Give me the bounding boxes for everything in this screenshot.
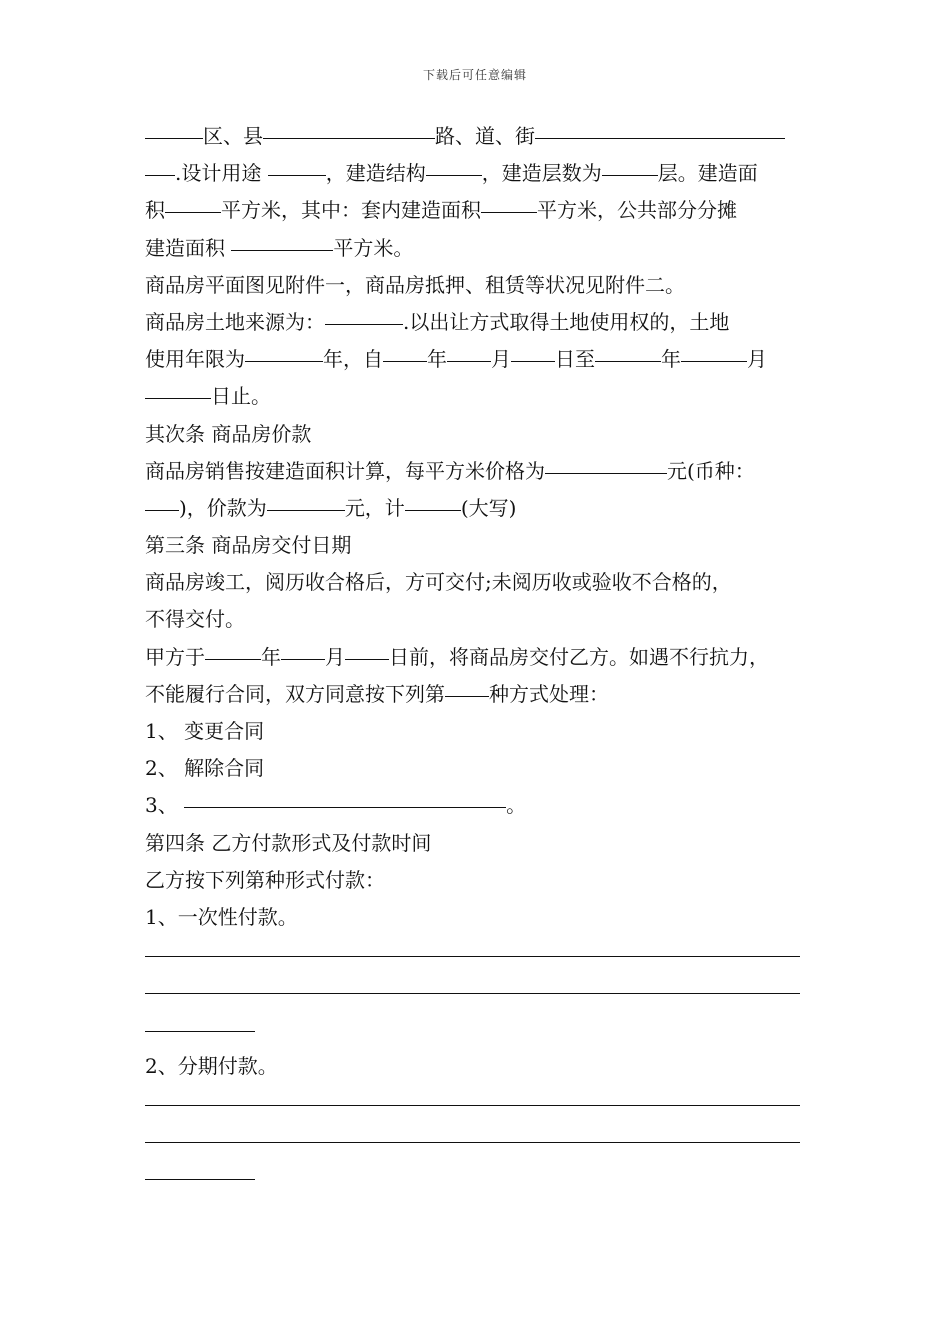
blank-underline	[165, 212, 221, 213]
document-line	[145, 936, 825, 973]
line-text: 。	[506, 793, 527, 818]
blank-underline	[445, 696, 489, 697]
document-line	[145, 1122, 825, 1159]
line-text: 层。建造面	[657, 161, 758, 186]
document-line	[145, 899, 825, 936]
document-line	[145, 267, 825, 304]
line-text: 年，自	[323, 347, 383, 372]
blank-underline	[325, 324, 403, 325]
blank-underline	[145, 138, 203, 139]
document-line	[145, 787, 825, 824]
line-text: 平方米，公共部分分摊	[537, 198, 737, 223]
line-text: 年	[661, 347, 681, 372]
document-line	[145, 601, 825, 638]
line-text: 使用年限为	[145, 347, 245, 372]
line-text: 元，计	[344, 495, 405, 520]
line-text: 月	[325, 644, 345, 669]
document-line	[145, 1159, 825, 1196]
document-line	[145, 750, 825, 787]
blank-underline	[145, 993, 800, 994]
line-text: )，价款为	[179, 495, 267, 520]
line-text: 元(币种：	[667, 458, 755, 483]
line-text: 年	[427, 347, 447, 372]
line-text: 商品房销售按建造面积计算，每平方米价格为	[145, 458, 545, 483]
line-text: 其次条 商品房价款	[145, 421, 312, 446]
blank-underline	[545, 473, 667, 474]
document-line	[145, 118, 825, 155]
line-text: 3、	[145, 793, 185, 818]
blank-underline	[281, 659, 325, 660]
blank-underline	[231, 250, 333, 251]
blank-underline	[405, 510, 461, 511]
document-line	[145, 862, 825, 899]
blank-underline	[535, 138, 785, 139]
blank-underline	[345, 659, 389, 660]
document-line	[145, 973, 825, 1010]
line-text: 不得交付。	[145, 607, 245, 632]
blank-underline	[426, 175, 482, 176]
document-line	[145, 713, 825, 750]
document-line	[145, 490, 825, 527]
blank-underline	[145, 1105, 800, 1106]
document-line	[145, 155, 825, 192]
line-text: 不能履行合同，双方同意按下列第	[145, 681, 445, 706]
blank-underline	[447, 361, 491, 362]
line-text: 月	[747, 347, 767, 372]
blank-underline	[383, 361, 427, 362]
line-text: 积	[145, 198, 165, 223]
document-body	[145, 118, 825, 1196]
line-text: 年	[261, 644, 281, 669]
line-text: 平方米。	[333, 235, 414, 260]
document-line	[145, 564, 825, 601]
line-text: 日前，将商品房交付乙方。如遇不行抗力，	[389, 644, 769, 669]
line-text: 1、一次性付款。	[145, 904, 298, 929]
blank-underline	[145, 398, 211, 399]
document-line	[145, 230, 825, 267]
document-line	[145, 341, 825, 378]
line-text: .以出让方式取得土地使用权的，土地	[403, 309, 730, 334]
line-text: 商品房土地来源为：	[145, 309, 325, 334]
blank-underline	[145, 510, 179, 511]
line-text: (大写)	[460, 495, 517, 520]
line-text: 商品房竣工，阅历收合格后，方可交付;未阅历收或验收不合格的，	[145, 570, 732, 595]
line-text: ，建造结构	[325, 161, 426, 186]
document-line	[145, 378, 825, 415]
document-line	[145, 192, 825, 229]
line-text: .设计用途	[175, 161, 268, 186]
line-text: 种方式处理：	[489, 681, 609, 706]
line-text: 日止。	[211, 384, 271, 409]
document-line	[145, 304, 825, 341]
blank-underline	[267, 510, 345, 511]
blank-underline	[681, 361, 747, 362]
blank-underline	[184, 807, 506, 808]
line-text: 1、 变更合同	[145, 719, 265, 743]
line-text: 月	[491, 347, 511, 372]
blank-underline	[145, 175, 175, 176]
page-header-note: 下载后可任意编辑	[422, 68, 527, 82]
document-line	[145, 1011, 825, 1048]
document-line	[145, 1085, 825, 1122]
line-text: 乙方按下列第种形式付款：	[145, 867, 385, 892]
document-line	[145, 825, 825, 862]
line-text: 第四条 乙方付款形式及付款时间	[145, 830, 432, 855]
blank-underline	[205, 659, 261, 660]
line-text: ，建造层数为	[481, 161, 602, 186]
blank-underline	[511, 361, 555, 362]
line-text: 日至	[555, 347, 595, 372]
line-text: 2、分期付款。	[145, 1053, 278, 1078]
document-line	[145, 527, 825, 564]
document-line	[145, 453, 825, 490]
document-line	[145, 639, 825, 676]
line-text: 商品房平面图见附件一，商品房抵押、租赁等状况见附件二。	[145, 272, 685, 297]
document-line	[145, 1048, 825, 1085]
blank-underline	[145, 956, 800, 957]
blank-underline	[245, 361, 323, 362]
blank-underline	[263, 138, 435, 139]
line-text: 建造面积	[145, 235, 232, 260]
line-text: 平方米，其中：套内建造面积	[221, 198, 481, 223]
blank-underline	[481, 212, 537, 213]
document-line	[145, 416, 825, 453]
blank-underline	[145, 1031, 255, 1032]
line-text: 2、 解除合同	[145, 756, 265, 781]
blank-underline	[602, 175, 658, 176]
line-text: 路、道、街	[435, 124, 535, 148]
blank-underline	[145, 1179, 255, 1180]
line-text: 第三条 商品房交付日期	[145, 533, 352, 558]
document-line	[145, 676, 825, 713]
line-text: 区、县	[203, 124, 263, 148]
blank-underline	[268, 175, 326, 176]
blank-underline	[595, 361, 661, 362]
line-text: 甲方于	[145, 644, 205, 669]
blank-underline	[145, 1142, 800, 1143]
